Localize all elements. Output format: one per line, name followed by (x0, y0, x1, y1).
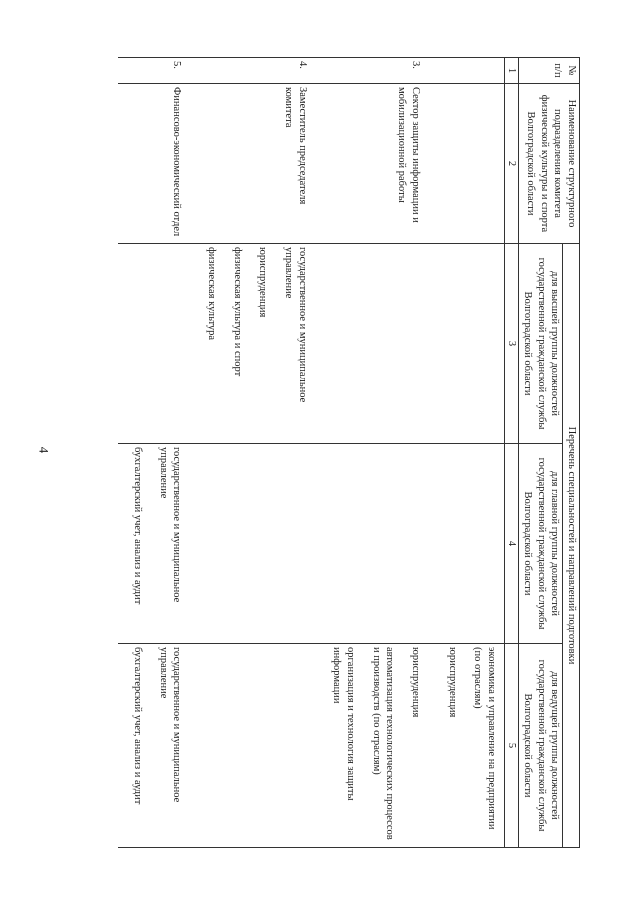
header-highest-group: для высшей группы должностей государственной гражданской службы Волгоградской области (519, 244, 563, 444)
index-cell: 1 (504, 58, 519, 84)
main-group-specialties (118, 444, 192, 644)
leading-group-specialties (317, 644, 432, 848)
header-leading-group: для ведущей группы должностей государственной гражданской службы Волгоградской области (519, 644, 563, 848)
leading-group-specialties (191, 644, 316, 848)
index-cell: 2 (504, 84, 519, 244)
table-row (191, 58, 316, 848)
row-number: 3. (317, 58, 432, 84)
specialty-item: экономика и управление на предприятии (по отраслям) (472, 647, 497, 830)
specialty-item: государственное и муниципальное управление (157, 447, 183, 603)
header-division-name: Наименование структурного подразделения комитета физической культуры и спорта Волгоградской области (519, 84, 580, 244)
highest-group-specialties (118, 244, 192, 444)
highest-group-specialties (432, 244, 504, 444)
highest-group-specialties (317, 244, 432, 444)
header-number: № п/п (519, 58, 580, 84)
division-name: Заместитель председателя комитета (191, 84, 316, 244)
specialty-item: организация и технология защиты информации (331, 647, 356, 801)
index-cell: 4 (504, 444, 519, 644)
table-body (118, 58, 505, 848)
main-group-specialties (317, 444, 432, 644)
header-specialties-group: Перечень специальностей и направлений подготовки (563, 244, 580, 848)
header-main-group: для главной группы должностей государственной гражданской службы Волгоградской области (519, 444, 563, 644)
division-name: Сектор защиты информации и мобилизационной работы (317, 84, 432, 244)
specialty-item: бухгалтерский учет, анализ и аудит (132, 447, 144, 605)
specialty-item: физическая культура (206, 247, 218, 341)
specialty-item: автоматизация технологических процессов и производств (по отраслям) (370, 647, 396, 840)
division-name (432, 84, 504, 244)
leading-group-specialties (432, 644, 504, 848)
main-group-specialties (432, 444, 504, 644)
specialty-item: бухгалтерский учет, анализ и аудит (132, 647, 144, 805)
specialty-item: физическая культура и спорт (231, 247, 243, 377)
index-cell: 5 (504, 644, 519, 848)
index-cell: 3 (504, 244, 519, 444)
leading-group-specialties (118, 644, 192, 848)
table-row (118, 58, 192, 848)
row-number: 4. (191, 58, 316, 84)
table-row (432, 58, 504, 848)
specialty-item: юриспруденция (257, 247, 269, 318)
row-number (432, 58, 504, 84)
specialty-item: государственное и муниципальное управление (157, 647, 183, 803)
rotated-table-page (0, 57, 580, 857)
division-name: Финансово-экономический отдел (118, 84, 192, 244)
specialty-item: юриспруденция (446, 647, 458, 718)
main-group-specialties (191, 444, 316, 644)
highest-group-specialties (191, 244, 316, 444)
specialties-table (118, 57, 580, 848)
row-number: 5. (118, 58, 192, 84)
specialty-item: государственное и муниципальное управление (283, 247, 308, 403)
specialty-item: юриспруденция (409, 647, 421, 718)
table-row (317, 58, 432, 848)
page-number: 4 (36, 446, 52, 454)
